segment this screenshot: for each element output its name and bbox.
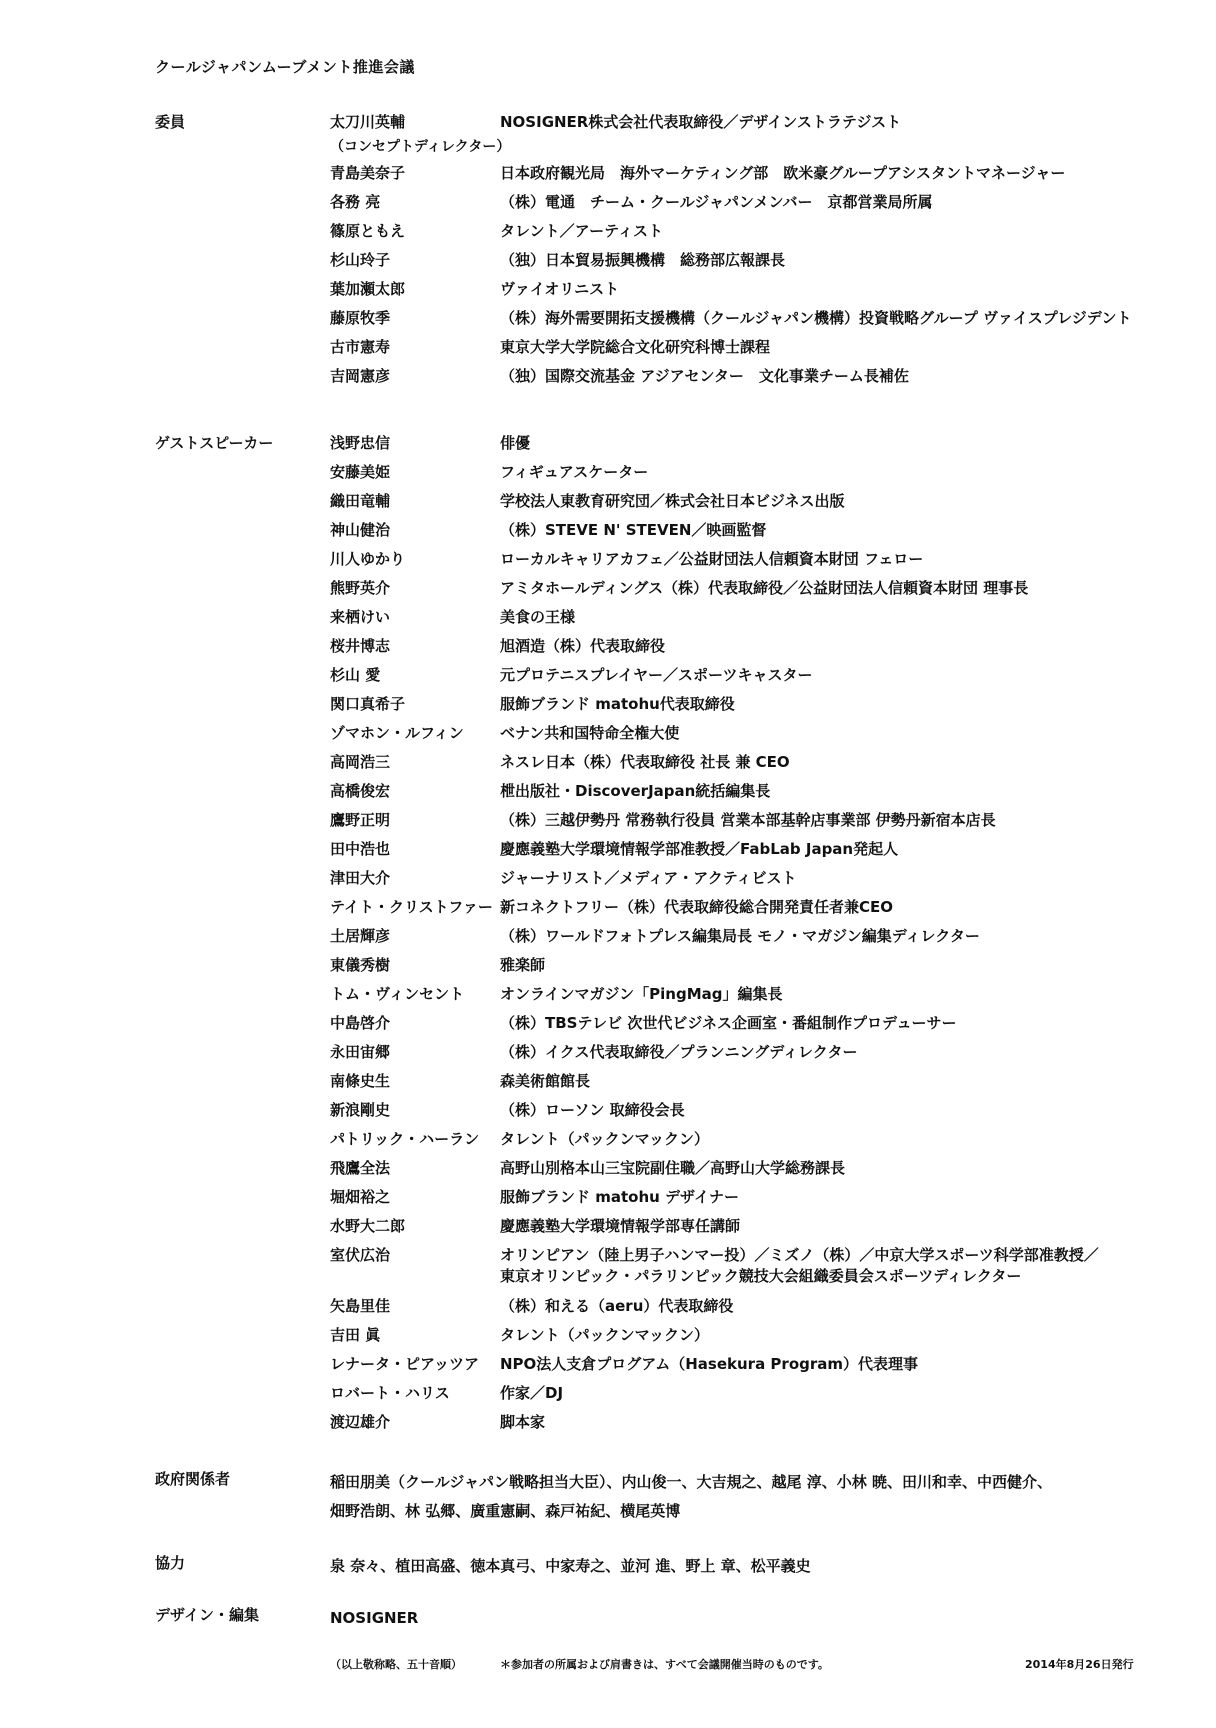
guest-row <box>330 664 1210 693</box>
committee-label: 委員 <box>155 113 186 131</box>
guest-name: 高岡浩三 <box>330 753 391 771</box>
guest-row <box>330 548 1210 577</box>
guest-title: タレント（パックンマックン） <box>500 1130 710 1148</box>
guest-title: 枻出版社・DiscoverJapan統括編集長 <box>500 782 771 800</box>
guest-title: 慶應義塾大学環境情報学部専任講師 <box>500 1217 741 1235</box>
guest-row <box>330 606 1210 635</box>
member-name: 杉山玲子 <box>330 251 391 269</box>
member-title: 東京大学大学院総合文化研究科博士課程 <box>500 338 771 356</box>
guest-name: 杉山 愛 <box>330 666 381 684</box>
guest-title: （株）ローソン 取締役会長 <box>500 1101 685 1119</box>
guest-title: アミタホールディングス（株）代表取締役／公益財団法人信頼資本財団 理事長 <box>500 579 1029 597</box>
guest-title: ローカルキャリアカフェ／公益財団法人信頼資本財団 フェロー <box>500 550 924 568</box>
guest-row <box>330 867 1210 896</box>
member-title: ヴァイオリニスト <box>500 280 620 298</box>
committee-list <box>330 111 1210 394</box>
guest-name: 神山健治 <box>330 521 391 539</box>
guest-name: 堀畑裕之 <box>330 1188 391 1206</box>
government-line: 稲田朋美（クールジャパン戦略担当大臣）、内山俊一、大吉規之、越尾 淳、小林 暁、田川和幸、中西健介、 <box>330 1473 1052 1491</box>
guest-name: 浅野忠信 <box>330 434 391 452</box>
guest-title: 俳優 <box>500 434 531 452</box>
guest-row <box>330 635 1210 664</box>
member-name: 吉岡憲彦 <box>330 367 391 385</box>
guest-row <box>330 954 1210 983</box>
member-name: 藤原牧季 <box>330 309 391 327</box>
guest-row <box>330 1099 1210 1128</box>
committee-row <box>330 249 1210 278</box>
guest-name: 東儀秀樹 <box>330 956 391 974</box>
guest-title: フィギュアスケーター <box>500 463 649 481</box>
member-name: 葉加瀬太郎 <box>330 280 406 298</box>
guest-title: 服飾ブランド matohu デザイナー <box>500 1188 739 1206</box>
guest-title: （株）和える（aeru）代表取締役 <box>500 1297 734 1315</box>
guest-title: （株）TBSテレビ 次世代ビジネス企画室・番組制作プロデューサー <box>500 1014 957 1032</box>
committee-row <box>330 307 1210 336</box>
guest-name: 田中浩也 <box>330 840 391 858</box>
member-title: （株）電通 チーム・クールジャパンメンバー 京都営業局所属 <box>500 193 933 211</box>
guest-name: 南條史生 <box>330 1072 391 1090</box>
member-title: NOSIGNER株式会社代表取締役／デザインストラテジスト <box>500 113 902 131</box>
guest-row <box>330 1186 1210 1215</box>
guest-name: 飛鷹全法 <box>330 1159 391 1177</box>
guest-title-continued: 東京オリンピック・パラリンピック競技大会組織委員会スポーツディレクター <box>500 1267 1022 1285</box>
guest-row <box>330 722 1210 751</box>
guest-row <box>330 490 1210 519</box>
committee-row <box>330 111 1210 162</box>
guest-name: 中島啓介 <box>330 1014 391 1032</box>
guest-name: 関口真希子 <box>330 695 406 713</box>
guest-title: 雅楽師 <box>500 956 546 974</box>
member-name: 篠原ともえ <box>330 222 406 240</box>
guest-row <box>330 1215 1210 1244</box>
guest-title: 旭酒造（株）代表取締役 <box>500 637 666 655</box>
guest-row <box>330 461 1210 490</box>
guest-title: ジャーナリスト／メディア・アクティビスト <box>500 869 797 887</box>
committee-row <box>330 191 1210 220</box>
guest-title: NPO法人支倉プログアム（Hasekura Program）代表理事 <box>500 1355 919 1373</box>
guest-name: 矢島里佳 <box>330 1297 391 1315</box>
guest-title: タレント（パックンマックン） <box>500 1326 710 1344</box>
committee-row <box>330 220 1210 249</box>
guest-row <box>330 1041 1210 1070</box>
guest-title: 元プロテニスプレイヤー／スポーツキャスター <box>500 666 813 684</box>
guest-label: ゲストスピーカー <box>155 434 274 452</box>
guest-name: 吉田 眞 <box>330 1326 381 1344</box>
guest-title: 美食の王様 <box>500 608 576 626</box>
guest-name: 新浪剛史 <box>330 1101 391 1119</box>
design-text: NOSIGNER <box>330 1609 419 1627</box>
guest-row <box>330 1324 1210 1353</box>
guest-title: 学校法人東教育研究団／株式会社日本ビジネス出版 <box>500 492 845 510</box>
cooperation-label: 協力 <box>155 1554 186 1572</box>
guest-title: 高野山別格本山三宝院副住職／高野山大学総務課長 <box>500 1159 846 1177</box>
member-title: タレント／アーティスト <box>500 222 663 240</box>
guest-title: （株）STEVE N' STEVEN／映画監督 <box>500 521 767 539</box>
committee-row <box>330 365 1210 394</box>
guest-title: ネスレ日本（株）代表取締役 社長 兼 CEO <box>500 753 790 771</box>
guest-row <box>330 519 1210 548</box>
guest-name: パトリック・ハーラン <box>330 1130 480 1148</box>
guest-row <box>330 1353 1210 1382</box>
guest-title: 服飾ブランド matohu代表取締役 <box>500 695 735 713</box>
footer-issue-date: 2014年8月26日発行 <box>1025 1658 1134 1671</box>
guest-name: 高橋俊宏 <box>330 782 391 800</box>
guest-name: ロバート・ハリス <box>330 1384 450 1402</box>
guest-name: 安藤美姫 <box>330 463 391 481</box>
guest-row <box>330 896 1210 925</box>
committee-row <box>330 278 1210 307</box>
guest-name: 桜井博志 <box>330 637 391 655</box>
footer-note-affiliations: ＊参加者の所属および肩書きは、すべて会議開催当時のものです。 <box>500 1658 829 1671</box>
guest-row <box>330 1070 1210 1099</box>
guest-title: （株）三越伊勢丹 常務執行役員 営業本部基幹店事業部 伊勢丹新宿本店長 <box>500 811 996 829</box>
guest-name: 来栖けい <box>330 608 391 626</box>
guest-name: 川人ゆかり <box>330 550 406 568</box>
guest-name: 永田宙郷 <box>330 1043 391 1061</box>
guest-title: （株）ワールドフォトプレス編集局長 モノ・マガジン編集ディレクター <box>500 927 980 945</box>
guest-row <box>330 809 1210 838</box>
guest-name: レナータ・ピアッツア <box>330 1355 479 1373</box>
document-title: クールジャパンムーブメント推進会議 <box>155 58 415 76</box>
guest-title: （株）イクス代表取締役／プランニングディレクター <box>500 1043 858 1061</box>
footer-note-honorifics: （以上敬称略、五十音順） <box>330 1658 462 1671</box>
committee-row <box>330 162 1210 191</box>
guest-title: 新コネクトフリー（株）代表取締役総合開発責任者兼CEO <box>500 898 893 916</box>
guest-row <box>330 693 1210 722</box>
member-title: 日本政府観光局 海外マーケティング部 欧米豪グループアシスタントマネージャー <box>500 164 1066 182</box>
guest-name: 津田大介 <box>330 869 391 887</box>
government-list <box>330 1468 1052 1526</box>
guest-name: 熊野英介 <box>330 579 391 597</box>
member-title: （独）日本貿易振興機構 総務部広報課長 <box>500 251 786 269</box>
guest-name: 鷹野正明 <box>330 811 391 829</box>
member-role-note: （コンセプトディレクター） <box>330 139 511 155</box>
member-title: （独）国際交流基金 アジアセンター 文化事業チーム長補佐 <box>500 367 909 385</box>
member-name: 古市憲寿 <box>330 338 391 356</box>
guest-title: ベナン共和国特命全権大使 <box>500 724 680 742</box>
member-name: 太刀川英輔 <box>330 113 406 131</box>
guest-name: トム・ヴィンセント <box>330 985 465 1003</box>
guest-title: 作家／DJ <box>500 1384 564 1402</box>
member-title: （株）海外需要開拓支援機構（クールジャパン機構）投資戦略グループ ヴァイスプレジデント <box>500 309 1132 327</box>
guest-row <box>330 1382 1210 1411</box>
design-label: デザイン・編集 <box>155 1606 259 1624</box>
cooperation-text: 泉 奈々、植田高盛、徳本真弓、中家寿之、並河 進、野上 章、松平義史 <box>330 1557 811 1575</box>
guest-row <box>330 1244 1210 1295</box>
guest-name: 室伏広治 <box>330 1246 391 1264</box>
guest-row <box>330 1012 1210 1041</box>
guest-row <box>330 1157 1210 1186</box>
guest-title: オリンピアン（陸上男子ハンマー投）／ミズノ（株）／中京大学スポーツ科学部准教授／ <box>500 1246 1099 1264</box>
member-name: 各務 亮 <box>330 193 381 211</box>
guest-list <box>330 432 1210 1440</box>
guest-name: 織田竜輔 <box>330 492 391 510</box>
committee-row <box>330 336 1210 365</box>
guest-name: ゾマホン・ルフィン <box>330 724 464 742</box>
government-line: 畑野浩朗、林 弘郷、廣重憲嗣、森戸祐紀、横尾英博 <box>330 1502 681 1520</box>
guest-row <box>330 1295 1210 1324</box>
guest-name: 水野大二郎 <box>330 1217 406 1235</box>
guest-row <box>330 1411 1210 1440</box>
guest-name: 渡辺雄介 <box>330 1413 391 1431</box>
guest-title: 森美術館館長 <box>500 1072 591 1090</box>
guest-row <box>330 432 1210 461</box>
guest-row <box>330 838 1210 867</box>
guest-row <box>330 1128 1210 1157</box>
government-label: 政府関係者 <box>155 1470 231 1488</box>
member-name: 青島美奈子 <box>330 164 406 182</box>
guest-row <box>330 983 1210 1012</box>
guest-title: 慶應義塾大学環境情報学部准教授／FabLab Japan発起人 <box>500 840 899 858</box>
guest-row <box>330 751 1210 780</box>
guest-name: テイト・クリストファー <box>330 898 493 916</box>
guest-title: 脚本家 <box>500 1413 546 1431</box>
guest-row <box>330 577 1210 606</box>
guest-title: オンラインマガジン「PingMag」編集長 <box>500 985 783 1003</box>
guest-row <box>330 780 1210 809</box>
guest-row <box>330 925 1210 954</box>
guest-name: 土居輝彦 <box>330 927 391 945</box>
